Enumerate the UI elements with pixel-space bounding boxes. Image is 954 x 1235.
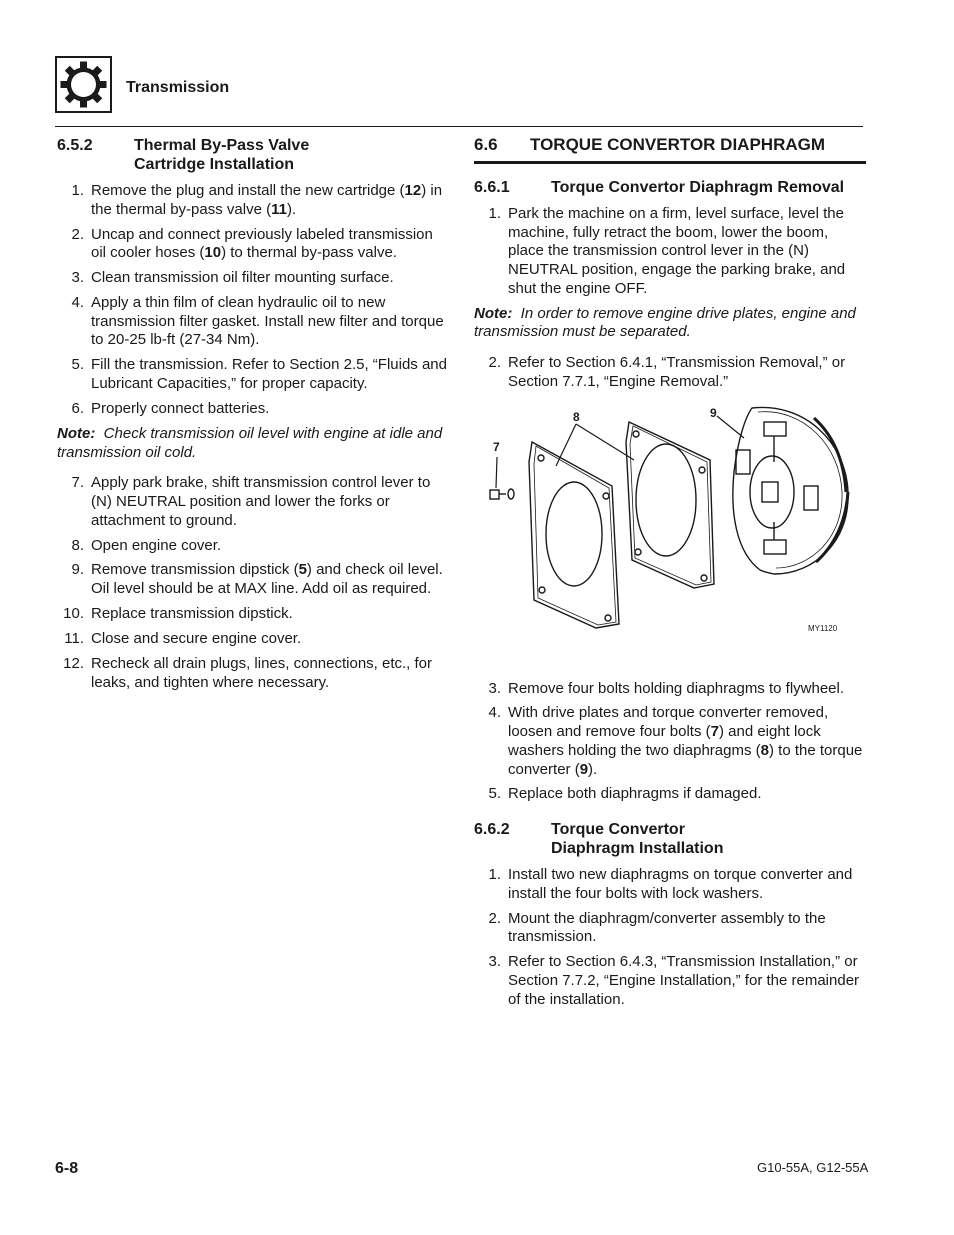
step-text-part: Fill the transmission. Refer to Section 2.5, “Fluids and Lubricant Capacities,” for proper capacity. xyxy=(91,356,447,393)
right-column xyxy=(474,134,866,1016)
step-text-part: ). xyxy=(588,760,598,778)
note-text: In order to remove engine drive plates, engine and transmission must be separated. xyxy=(474,304,856,341)
model-numbers: G10-55A, G12-55A xyxy=(757,1160,869,1175)
header-divider xyxy=(55,126,863,127)
steps-list-c xyxy=(474,680,866,805)
step-text-part: Refer to Section 6.4.1, “Transmission Removal,” or Section 7.7.1, “Engine Removal.” xyxy=(508,354,846,390)
steps-list-d xyxy=(474,866,866,1009)
subsection-number: 6.6.2 xyxy=(474,821,510,839)
gear-icon xyxy=(55,56,112,113)
list-item xyxy=(474,866,866,903)
list-item xyxy=(57,630,449,649)
list-item xyxy=(57,400,449,419)
step-text-part: Apply park brake, shift transmission control lever to (N) NEUTRAL position and lower the forks or attachment to ground. xyxy=(91,474,431,529)
section-title-line1: Thermal By-Pass Valve xyxy=(134,137,310,154)
step-text-part: Recheck all drain plugs, lines, connections, etc., for leaks, and tighten where necessary. xyxy=(91,654,433,691)
callout-ref: 10 xyxy=(204,244,222,262)
step-text xyxy=(91,630,449,649)
note-label: Note: xyxy=(474,304,513,322)
callout-ref: 5 xyxy=(298,561,307,579)
step-number: 2. xyxy=(488,909,501,927)
step-text-part: ) in the thermal by-pass valve ( xyxy=(91,182,443,218)
step-text-part: Replace both diaphragms if damaged. xyxy=(508,785,762,803)
note xyxy=(57,425,449,462)
step-text xyxy=(91,269,449,288)
list-item xyxy=(57,537,449,556)
section-title-line2: Cartridge Installation xyxy=(134,156,295,173)
step-text-part: Refer to Section 6.4.3, “Transmission Installation,” or Section 7.7.2, “Engine Installation,” for the remainder of the installation. xyxy=(508,953,860,1008)
section-number: 6.6 xyxy=(474,135,498,154)
note-text: Check transmission oil level with engine at idle and transmission oil cold. xyxy=(57,424,443,461)
list-item xyxy=(57,474,449,530)
callout-ref: 7 xyxy=(710,723,719,741)
step-number: 1. xyxy=(71,182,84,199)
list-item xyxy=(57,356,449,393)
step-text xyxy=(91,226,449,263)
step-number: 5. xyxy=(71,356,84,374)
step-text xyxy=(91,537,449,556)
section-heading-6-6 xyxy=(474,134,866,164)
step-text-part: Uncap and connect previously labeled transmission oil cooler hoses ( xyxy=(91,225,433,262)
subsection-title-line2: Diaphragm Installation xyxy=(551,840,724,858)
step-text xyxy=(508,785,866,804)
step-text xyxy=(508,910,866,947)
step-text xyxy=(91,561,449,598)
step-number: 8. xyxy=(71,536,84,554)
step-text xyxy=(91,655,449,692)
steps-list-b xyxy=(474,354,866,391)
step-number: 2. xyxy=(71,225,84,243)
list-item xyxy=(474,910,866,947)
page-header-title: Transmission xyxy=(126,79,230,96)
list-item xyxy=(57,226,449,263)
step-number: 3. xyxy=(71,269,84,287)
step-number: 6. xyxy=(71,399,84,417)
list-item xyxy=(474,953,866,1009)
list-item xyxy=(474,205,866,299)
step-text-part: ) and check oil level. Oil level should be at MAX line. Add oil as required. xyxy=(91,561,443,598)
list-item xyxy=(57,182,449,219)
step-text xyxy=(508,354,866,391)
step-number: 7. xyxy=(71,474,84,492)
step-text-part: ) to thermal by-pass valve. xyxy=(221,244,397,262)
list-item xyxy=(57,269,449,288)
list-item xyxy=(57,605,449,624)
step-text xyxy=(508,704,866,779)
subsection-title-line1: Torque Convertor xyxy=(551,821,685,839)
step-text-part: Apply a thin film of clean hydraulic oil to new transmission filter gasket. Install new filter and torque to 20-25 lb-ft (27-34 Nm). xyxy=(91,294,444,349)
step-text-part: Clean transmission oil filter mounting surface. xyxy=(91,269,394,287)
step-text-part: ) to the torque converter ( xyxy=(508,741,863,778)
step-text xyxy=(508,866,866,903)
step-text xyxy=(508,205,866,299)
step-text xyxy=(508,680,866,699)
step-number: 1. xyxy=(488,205,501,222)
step-number: 4. xyxy=(71,294,84,312)
list-item xyxy=(57,655,449,692)
step-number: 10. xyxy=(63,605,84,623)
diaphragm-figure xyxy=(474,402,866,672)
callout-9: 9 xyxy=(710,405,717,420)
step-number: 1. xyxy=(488,866,501,884)
subsection-number: 6.6.1 xyxy=(474,179,510,196)
step-number: 3. xyxy=(488,953,501,971)
step-text-part: Remove the plug and install the new cartridge ( xyxy=(91,182,405,199)
steps-list-a xyxy=(57,182,449,419)
step-text-part: Properly connect batteries. xyxy=(91,399,270,417)
step-number: 11. xyxy=(64,629,84,647)
step-text xyxy=(91,605,449,624)
step-text-part: Install two new diaphragms on torque converter and install the four bolts with lock washers. xyxy=(508,866,853,902)
step-number: 5. xyxy=(488,785,501,803)
steps-list-b xyxy=(57,474,449,692)
step-text-part: Mount the diaphragm/converter assembly to the transmission. xyxy=(508,909,826,946)
step-number: 4. xyxy=(488,704,501,722)
section-title: TORQUE CONVERTOR DIAPHRAGM xyxy=(530,135,826,154)
step-text-part: Remove transmission dipstick ( xyxy=(91,561,299,579)
subsection-heading-6-6-2 xyxy=(474,820,866,858)
callout-ref: 9 xyxy=(579,760,589,778)
callout-8: 8 xyxy=(573,409,580,424)
step-text-part: ) and eight lock washers holding the two diaphragms ( xyxy=(508,723,821,759)
subsection-heading-6-6-1 xyxy=(474,178,866,197)
subsection-title: Torque Convertor Diaphragm Removal xyxy=(551,179,845,196)
callout-ref: 11 xyxy=(271,200,287,218)
note xyxy=(474,305,866,342)
list-item xyxy=(474,785,866,804)
list-item xyxy=(474,704,866,779)
step-text-part: Open engine cover. xyxy=(91,536,222,554)
callout-7: 7 xyxy=(493,439,500,454)
step-text-part: Park the machine on a firm, level surface, level the machine, fully retract the boom, lower the boom, place the transmission control lever in the (N) NEUTRAL position, engage the parking brake, and shut the engine OFF. xyxy=(508,205,846,297)
step-text xyxy=(91,294,449,350)
step-text xyxy=(508,953,866,1009)
step-number: 3. xyxy=(488,679,501,697)
step-text xyxy=(91,474,449,530)
section-heading-6-5-2 xyxy=(57,136,449,174)
callout-ref: 8 xyxy=(760,741,769,759)
step-text-part: Replace transmission dipstick. xyxy=(91,605,293,623)
section-number: 6.5.2 xyxy=(57,137,93,154)
steps-list-a xyxy=(474,205,866,299)
list-item xyxy=(57,561,449,598)
step-text xyxy=(91,356,449,393)
figure-code: MY1120 xyxy=(808,623,838,633)
step-text-part: With drive plates and torque converter removed, loosen and remove four bolts ( xyxy=(508,704,829,741)
step-text-part: ). xyxy=(286,200,297,218)
note-label: Note: xyxy=(57,424,96,442)
step-text-part: Close and secure engine cover. xyxy=(91,629,302,647)
left-column xyxy=(57,136,449,698)
step-number: 12. xyxy=(63,654,84,672)
page-number: 6-8 xyxy=(55,1160,79,1177)
step-text-part: Remove four bolts holding diaphragms to flywheel. xyxy=(508,679,845,697)
list-item xyxy=(474,680,866,699)
step-number: 9. xyxy=(71,561,84,579)
step-number: 2. xyxy=(488,354,501,372)
callout-ref: 12 xyxy=(404,182,422,199)
list-item xyxy=(57,294,449,350)
list-item xyxy=(474,354,866,391)
step-text xyxy=(91,182,449,219)
step-text xyxy=(91,400,449,419)
